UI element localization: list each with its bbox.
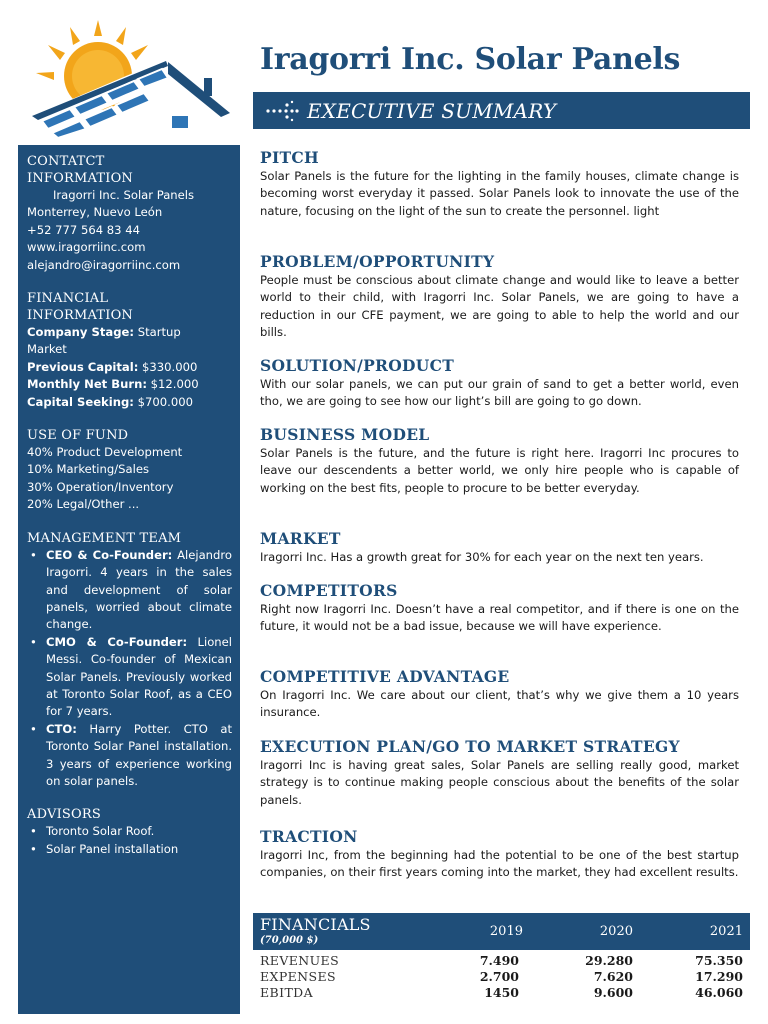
fund-item: 40% Product Development [27,445,183,460]
advisor-item: • Toronto Solar Roof. [46,823,232,840]
pitch-section [260,148,739,220]
capital-seeking-label: Capital Seeking: [27,394,134,409]
previous-capital-label: Previous Capital: [27,359,139,374]
execution-plan-section [260,737,739,809]
row-value: 29.280 [585,953,633,968]
section-heading: SOLUTION/PRODUCT [260,356,455,375]
sun-house-logo [18,18,240,140]
team-member-ceo [46,547,232,634]
company-stage-value: Startup [134,325,181,340]
section-heading: BUSINESS MODEL [260,425,430,444]
team-role: CTO: [46,721,77,736]
fund-item: 30% Operation/Inventory [27,479,174,494]
section-heading: MARKET [260,529,341,548]
financials-header [253,913,750,950]
market-section [260,529,739,566]
contact-section [27,153,232,274]
section-text: With our solar panels, we can put our grain of sand to get a better world, even tho, we are going to see how our light’s bill are going to go down. [260,377,739,409]
competitive-advantage-section [260,667,739,722]
financials-subtitle: (70,000 $) [260,935,319,946]
management-team-heading: MANAGEMENT TEAM [27,530,182,546]
fund-item: 20% Legal/Other ... [27,497,140,512]
fund-item: 10% Marketing/Sales [27,462,150,477]
row-value: 7.490 [479,953,519,968]
team-desc: Lionel Messi. Co-founder of Mexican Solar Panels. Previously worked at Toronto Solar Roof, as a CEO for 7 years. [46,634,232,719]
section-text: People must be conscious about climate change and would like to leave a better world to their child, with Iragorri Inc. Solar Panels, we are going to have a reduction in our CFE payment, we are going to able to help the world and our bills. [260,273,739,339]
financials-table [253,913,750,1001]
row-label: EXPENSES [260,969,336,984]
section-heading: PROBLEM/OPPORTUNITY [260,252,495,271]
management-team-section [27,530,232,791]
year-header: 2019 [489,924,523,939]
team-role: CEO & Co-Founder: [46,547,173,562]
row-value: 7.620 [593,969,633,984]
traction-section [260,827,739,882]
capital-seeking-value: $700.000 [133,394,193,409]
table-row [253,969,750,985]
company-stage [27,324,232,341]
year-header: 2020 [599,924,633,939]
financial-info-section [27,290,232,411]
row-value: 2.700 [479,969,519,984]
section-text: Right now Iragorri Inc. Doesn’t have a real competitor, and if there is one on the future, it would not be a bad issue, because we will have experience. [260,602,739,634]
problem-section [260,252,739,341]
section-text: Iragorri Inc. Has a growth great for 30% for each year on the next ten years. [260,550,704,564]
previous-capital [27,359,232,376]
section-heading: COMPETITIVE ADVANTAGE [260,667,510,686]
financials-title: FINANCIALS [260,915,371,934]
team-member-cmo [46,634,232,721]
row-value: 46.060 [695,985,743,1000]
section-text: Iragorri Inc, from the beginning had the potential to be one of the best startup companies, on their first years coming into the market, they had excellent results. [260,848,739,880]
monthly-net-burn-value: $12.000 [146,377,199,392]
executive-summary-banner [253,92,750,129]
team-list [27,547,232,791]
banner-text: EXECUTIVE SUMMARY [307,98,557,123]
solution-section [260,356,739,411]
contact-address: Monterrey, Nuevo León [27,205,163,220]
team-role: CMO & Co-Founder: [46,634,188,649]
table-row [253,985,750,1001]
section-heading: COMPETITORS [260,581,398,600]
advisor-item: • Solar Panel installation [46,841,232,858]
team-desc: Harry Potter. CTO at Toronto Solar Panel installation. 3 years of experience working on solar panels. [46,721,232,788]
row-value: 17.290 [695,969,743,984]
team-member-cto [46,721,232,791]
table-row [253,953,750,969]
page-title: Iragorri Inc. Solar Panels [260,42,681,77]
contact-phone: +52 777 564 83 44 [27,222,140,237]
year-header: 2021 [709,924,743,939]
section-text: Iragorri Inc is having great sales, Solar Panels are selling really good, market strategy is to continue making people conscious about the benefits of the solar panels. [260,758,739,807]
contact-heading-2: INFORMATION [27,171,134,186]
section-text: On Iragorri Inc. We care about our client, that’s why we give them a 10 years insurance. [260,688,739,720]
section-text: Solar Panels is the future, and the future is right here. Iragorri Inc procures to leave our descendents a better world, we only hire people who is capable of working on the best fits, people to procure to be better everyday. [260,446,739,495]
monthly-net-burn [27,376,232,393]
sidebar [18,145,240,1014]
section-heading: PITCH [260,148,319,167]
contact-website: www.iragorriinc.com [27,240,146,255]
row-value: 75.350 [695,953,743,968]
competitors-section [260,581,739,636]
section-text: Solar Panels is the future for the lighting in the family houses, climate change is becoming worst everyday it passed. Solar Panels look to innovate the use of the nature, focusing on the light of the sun to create the personnel. light [260,169,739,218]
business-model-section [260,425,739,497]
advisors-section [27,806,232,858]
row-label: EBITDA [260,985,314,1000]
advisors-list [27,823,232,858]
company-stage-value-2: Market [27,342,67,357]
capital-seeking [27,394,232,411]
advisors-heading: ADVISORS [27,807,101,823]
contact-heading-1: CONTATCT [27,154,105,169]
use-of-fund-section [27,427,232,514]
section-heading: TRACTION [260,827,358,846]
company-stage-label: Company Stage: [27,325,135,340]
team-desc: Alejandro Iragorri. 4 years in the sales and development of solar panels, worried about climate change. [46,547,232,632]
section-heading: EXECUTION PLAN/GO TO MARKET STRATEGY [260,737,680,756]
row-value: 9.600 [593,985,633,1000]
use-of-fund-heading: USE OF FUND [27,428,129,444]
contact-email: alejandro@iragorriinc.com [27,257,181,272]
previous-capital-value: $330.000 [138,359,198,374]
contact-company: Iragorri Inc. Solar Panels [53,188,195,202]
financial-heading-2: INFORMATION [27,308,134,324]
row-value: 1450 [484,985,519,1000]
monthly-net-burn-label: Monthly Net Burn: [27,377,147,392]
dotted-arrow-icon [265,100,299,122]
financial-heading-1: FINANCIAL [27,291,109,307]
row-label: REVENUES [260,953,340,968]
